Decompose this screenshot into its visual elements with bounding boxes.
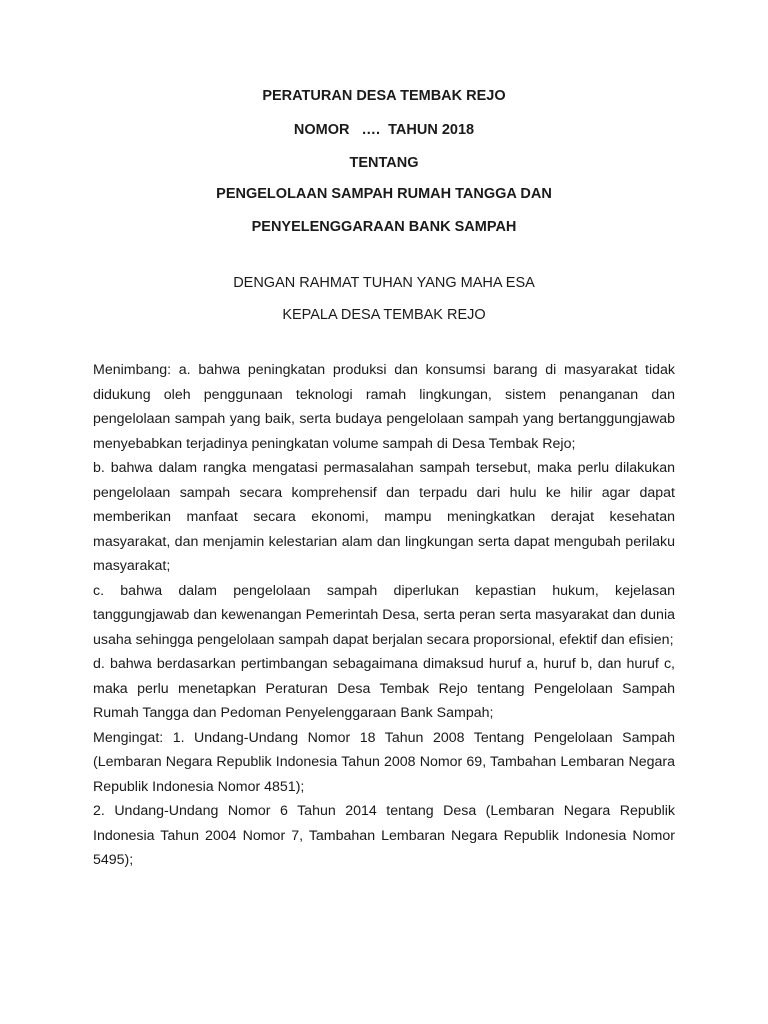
paragraph-menimbang-b: b. bahwa dalam rangka mengatasi permasalahan sampah tersebut, maka perlu dilakukan pengelolaan sampah secara komprehensif dan terpadu dari hulu ke hilir agar dapat memberikan manfaat secara ekonomi, mampu meningkatkan derajat kesehatan masyarakat, dan menjamin kelestarian alam dan lingkungan serta dapat mengubah perilaku masyarakat;: [93, 460, 675, 574]
document-number: NOMOR …. TAHUN 2018: [293, 122, 475, 138]
opening-issuer: KEPALA DESA TEMBAK REJO: [282, 307, 486, 323]
paragraph-menimbang-d: d. bahwa berdasarkan pertimbangan sebagaimana dimaksud huruf a, huruf b, dan huruf c, maka perlu menetapkan Peraturan Desa Tembak Rejo tentang Pengelolaan Sampah Rumah Tangga dan Pedoman Penyelenggaraan Bank Sampah;: [93, 656, 675, 721]
document-body: [93, 358, 675, 873]
paragraph-mengingat-2: 2. Undang-Undang Nomor 6 Tahun 2014 tentang Desa (Lembaran Negara Republik Indonesia Tahun 2004 Nomor 7, Tambahan Lembaran Negara Republik Indonesia Nomor 5495);: [93, 803, 675, 868]
paragraph-menimbang-c: c. bahwa dalam pengelolaan sampah diperlukan kepastian hukum, kejelasan tanggungjawab dan kewenangan Pemerintah Desa, serta peran serta masyarakat dan dunia usaha sehingga pengelolaan sampah dapat berjalan secara proporsional, efektif dan efisien;: [93, 582, 675, 648]
paragraph-mengingat-1: Mengingat: 1. Undang-Undang Nomor 18 Tahun 2008 Tentang Pengelolaan Sampah (Lembaran Negara Republik Indonesia Tahun 2008 Nomor 69, Tambahan Lembaran Negara Republik Indonesia Nomor 4851);: [93, 729, 675, 795]
opening-invocation: DENGAN RAHMAT TUHAN YANG MAHA ESA: [233, 275, 535, 291]
document-subject-line-1: PENGELOLAAN SAMPAH RUMAH TANGGA DAN: [216, 186, 552, 202]
document-subject-line-2: PENYELENGGARAAN BANK SAMPAH: [251, 219, 517, 235]
paragraph-menimbang-a: Menimbang: a. bahwa peningkatan produksi dan konsumsi barang di masyarakat tidak didukung oleh penggunaan teknologi ramah lingkungan, sistem penanganan dan pengelolaan sampah yang baik, serta budaya pengelolaan sampah yang bertanggungjawab menyebabkan terjadinya peningkatan volume sampah di Desa Tembak Rejo;: [93, 362, 675, 452]
document-tentang: TENTANG: [349, 155, 419, 171]
document-title: PERATURAN DESA TEMBAK REJO: [262, 88, 506, 104]
